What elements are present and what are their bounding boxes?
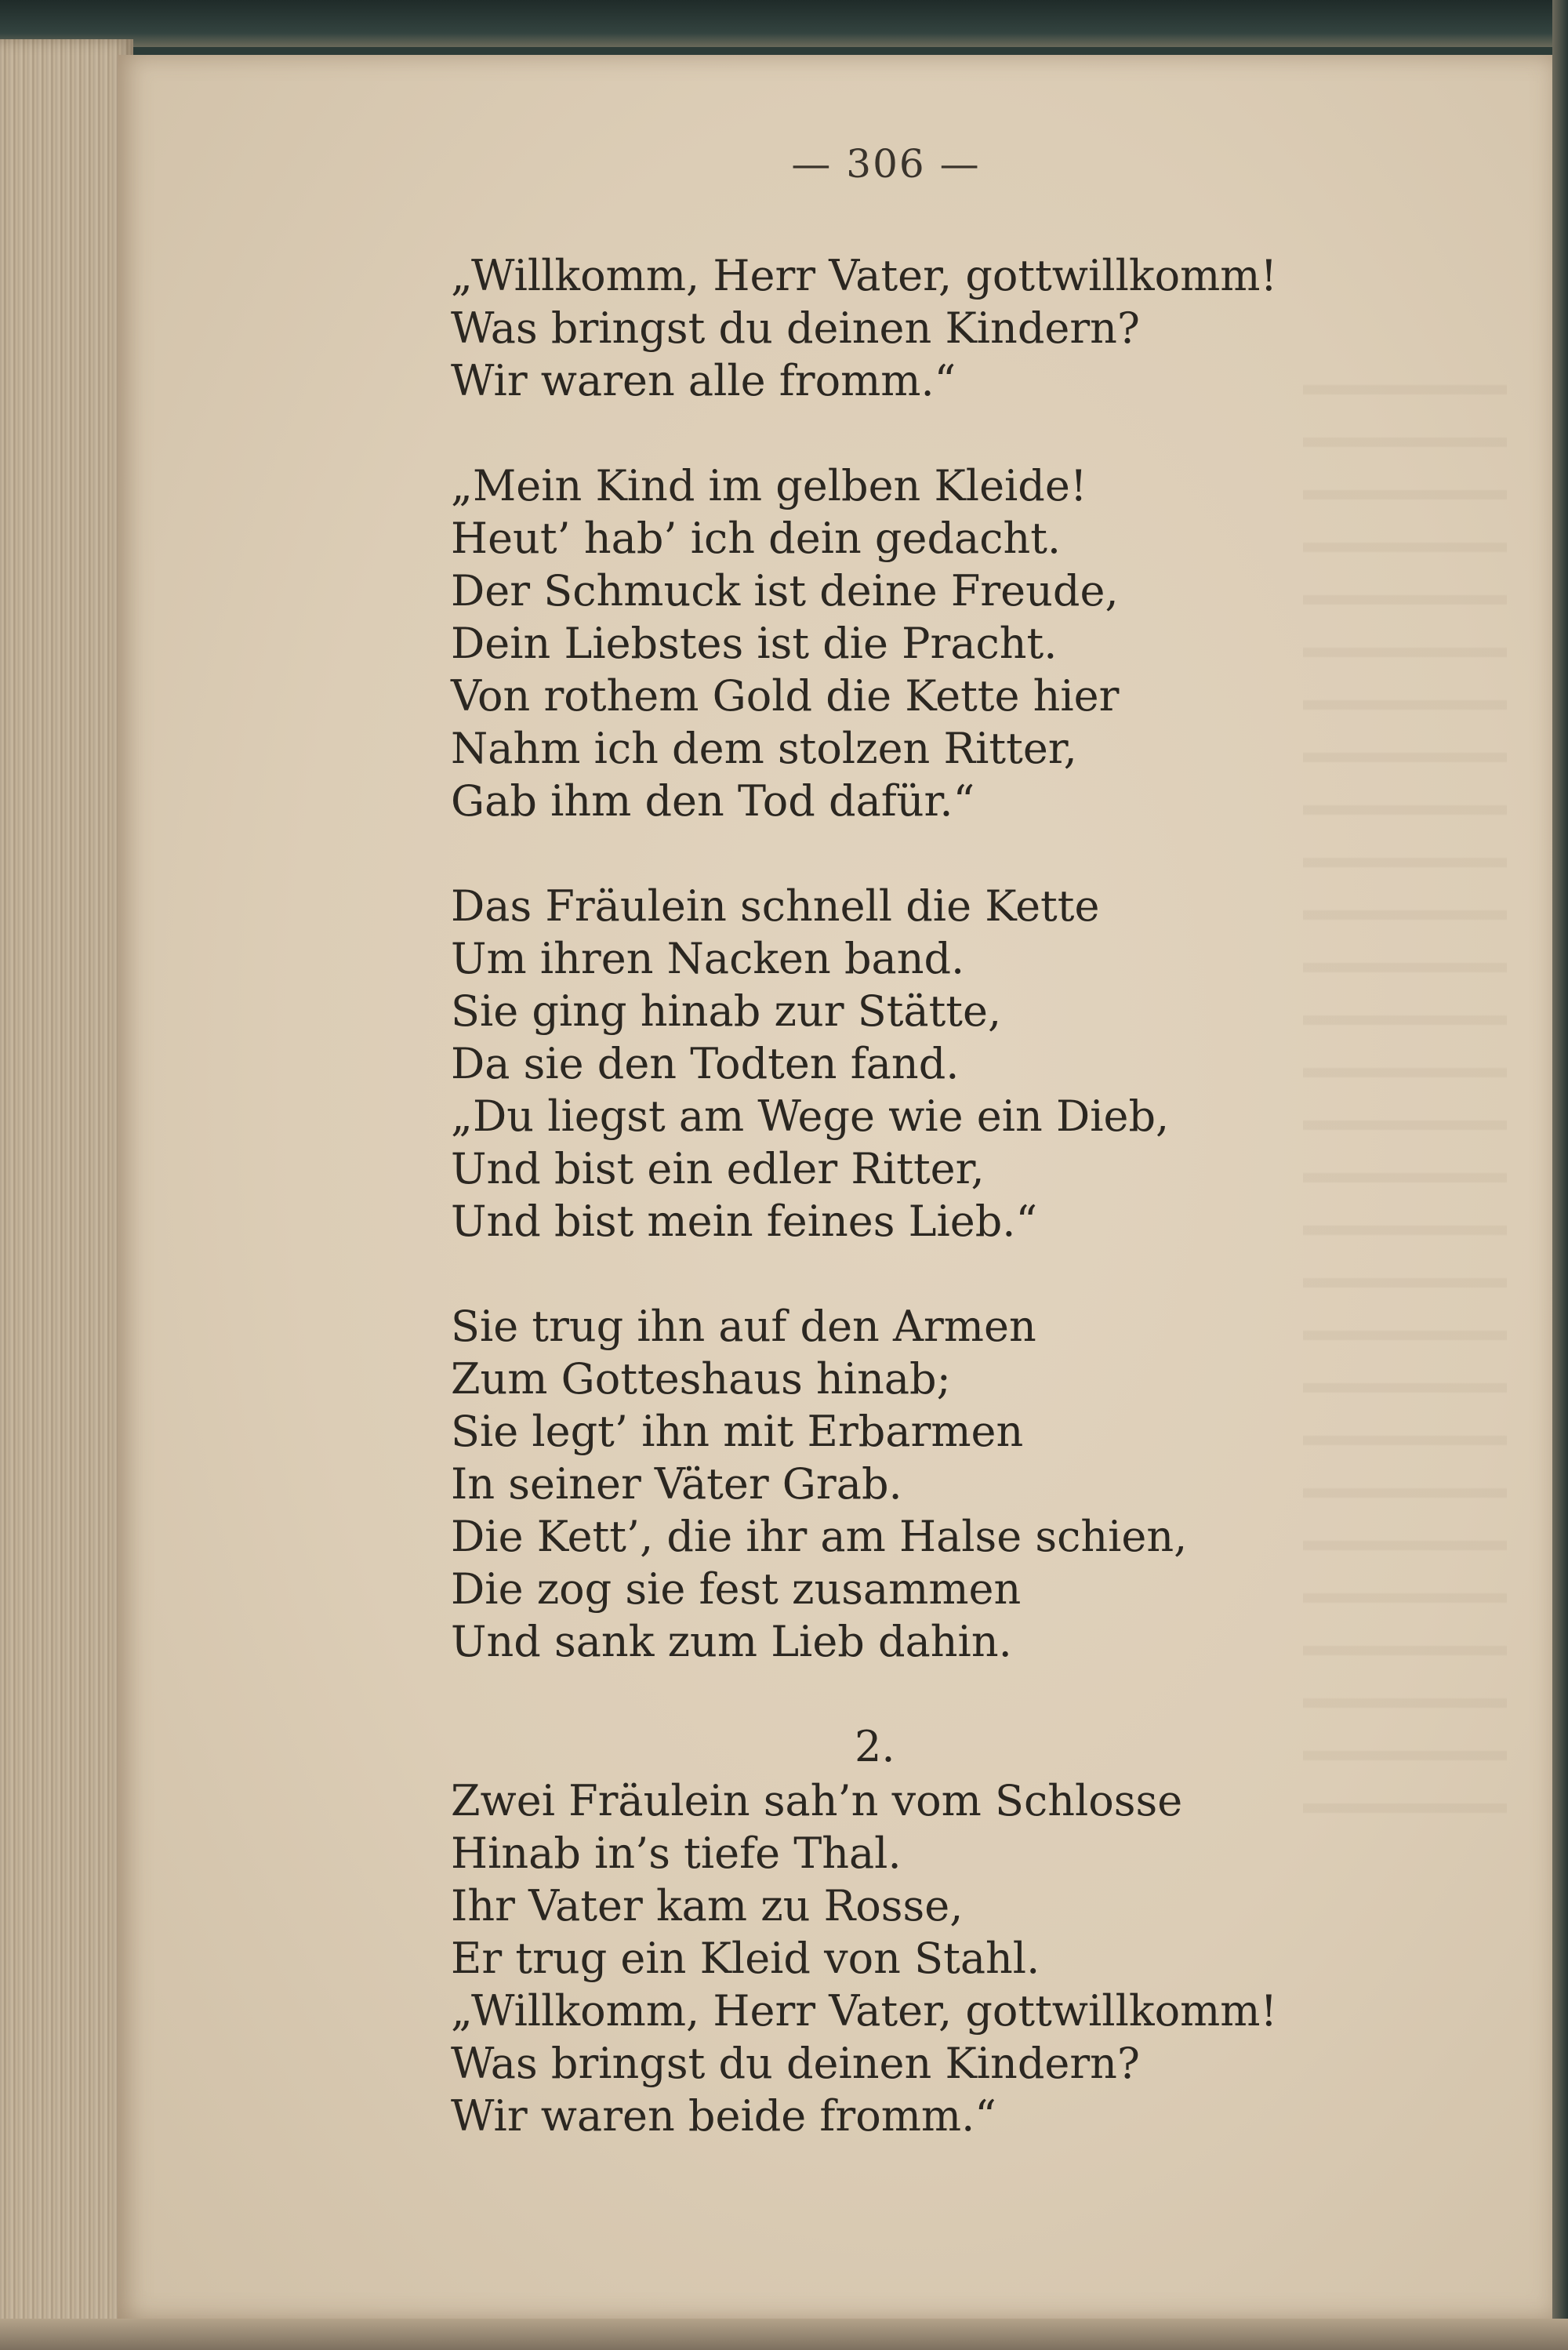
verse-line: Die zog sie fest zusammen — [451, 1564, 1022, 1614]
verse-line: „Willkomm, Herr Vater, gottwillkomm! — [451, 251, 1278, 300]
verse-line: Zwei Fräulein sah’n vom Schlosse — [451, 1776, 1183, 1825]
verse-line: Und sank zum Lieb dahin. — [451, 1617, 1012, 1666]
verse-line: Der Schmuck ist deine Freude, — [451, 566, 1119, 616]
verse-line: Um ihren Nacken band. — [451, 934, 965, 983]
verse-line: Hinab in’s tiefe Thal. — [451, 1829, 902, 1878]
verse-line: Sie ging hinab zur Stätte, — [451, 986, 1002, 1036]
verse-line: Und bist ein edler Ritter, — [451, 1144, 985, 1193]
stanza-3 — [451, 880, 1470, 1248]
verse-line: „Du liegst am Wege wie ein Dieb, — [451, 1091, 1170, 1141]
verse-line: Wir waren alle fromm.“ — [451, 356, 956, 405]
verse-line: Die Kett’, die ihr am Halse schien, — [451, 1512, 1188, 1561]
book-cover-right — [1552, 0, 1568, 2350]
verse-line: Da sie den Todten fand. — [451, 1039, 960, 1088]
page-edges — [0, 39, 133, 2350]
verse-line: Wir waren beide fromm.“ — [451, 2091, 996, 2141]
verse-line: In seiner Väter Grab. — [451, 1459, 902, 1509]
verse-line: Dein Liebstes ist die Pracht. — [451, 619, 1058, 668]
verse-line: Von rothem Gold die Kette hier — [451, 671, 1120, 721]
verse-line: Heut’ hab’ ich dein gedacht. — [451, 514, 1062, 563]
poem-text — [451, 249, 1470, 2142]
verse-line: Ihr Vater kam zu Rosse, — [451, 1881, 964, 1930]
stanza-2 — [451, 459, 1470, 827]
verse-line: Was bringst du deinen Kindern? — [451, 2039, 1140, 2088]
verse-line: Und bist mein feines Lieb.“ — [451, 1197, 1038, 1246]
verse-line: Nahm ich dem stolzen Ritter, — [451, 724, 1077, 773]
verse-line: Sie legt’ ihn mit Erbarmen — [451, 1407, 1024, 1456]
verse-line: „Mein Kind im gelben Kleide! — [451, 461, 1087, 510]
verse-line: Er trug ein Kleid von Stahl. — [451, 1934, 1040, 1983]
stanza-4 — [451, 1300, 1470, 1668]
verse-line: Sie trug ihn auf den Armen — [451, 1302, 1036, 1351]
verse-line: „Willkomm, Herr Vater, gottwillkomm! — [451, 1986, 1278, 2036]
verse-line: Was bringst du deinen Kindern? — [451, 303, 1140, 353]
verse-line: Gab ihm den Tod dafür.“ — [451, 776, 975, 826]
book-cover-top — [0, 0, 1568, 47]
section-number: 2. — [855, 1722, 895, 1771]
verse-line: Das Fräulein schnell die Kette — [451, 881, 1100, 931]
page-edges-bottom — [0, 2319, 1568, 2350]
stanza-1 — [451, 249, 1470, 407]
section-2 — [451, 1720, 1470, 2142]
page-number: — 306 — — [791, 141, 981, 187]
verse-line: Zum Gotteshaus hinab; — [451, 1354, 951, 1404]
